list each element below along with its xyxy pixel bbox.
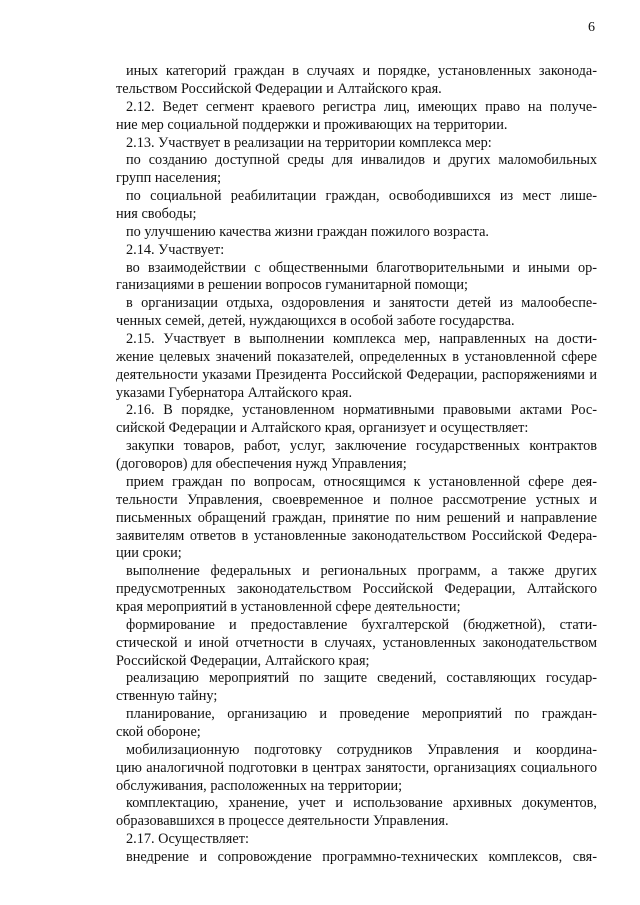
text-line: ганизациями в решении вопросов гуманитарной помощи; — [116, 277, 468, 294]
text-line: групп населения; — [116, 170, 222, 187]
text-line: тельности Управления, своевременное и полное рассмотрение устных и — [116, 491, 597, 508]
text-line: (договоров) для обеспечения нужд Управления; — [116, 456, 407, 472]
text-line: заявителям ответов в установленные законодательством Российской Федера- — [116, 527, 597, 544]
text-line: ния свободы; — [116, 205, 197, 222]
text-line: прием граждан по вопросам, относящимся к установленной сфере дея- — [126, 473, 597, 490]
text-line: во взаимодействии с общественными благотворительными и иными ор- — [126, 259, 597, 276]
text-line: 2.14. Участвует: — [126, 241, 225, 258]
text-line: по созданию доступной среды для инвалидов и других маломобильных — [126, 152, 597, 169]
text-line: ственную тайну; — [116, 688, 218, 705]
text-line: по улучшению качества жизни граждан пожилого возраста. — [126, 223, 489, 240]
text-line: в организации отдыха, оздоровления и занятости детей из малообеспе- — [126, 295, 597, 312]
text-line: 2.17. Осуществляет: — [126, 831, 249, 848]
text-line: Российской Федерации, Алтайского края; — [116, 652, 370, 669]
text-line: ции сроки; — [116, 545, 182, 562]
text-line: по социальной реабилитации граждан, освободившихся из мест лише- — [126, 188, 597, 204]
text-line: стической и иной отчетности в случаях, установленных законодательством — [116, 634, 597, 651]
text-line: закупки товаров, работ, услуг, заключение государственных контрактов — [126, 438, 597, 455]
text-line: внедрение и сопровождение программно-технических комплексов, свя- — [126, 849, 597, 865]
text-line: ской обороне; — [116, 724, 201, 740]
text-line: реализацию мероприятий по защите сведений, составляющих государ- — [126, 670, 597, 687]
text-line: 2.12. Ведет сегмент краевого регистра лиц, имеющих право на получе- — [126, 98, 597, 115]
text-line: деятельности указами Президента Российской Федерации, распоряжениями и — [116, 366, 597, 383]
text-line: указами Губернатора Алтайского края. — [116, 384, 353, 401]
text-line: ченных семей, детей, нуждающихся в особой заботе государства. — [116, 313, 515, 330]
text-line: образовавшихся в процессе деятельности Управления. — [116, 813, 449, 830]
text-line: комплектацию, хранение, учет и использование архивных документов, — [126, 795, 597, 812]
text-line: выполнение федеральных и региональных программ, а также других — [126, 563, 597, 580]
text-line: обслуживания, расположенных на территории; — [116, 777, 403, 794]
text-line: мобилизационную подготовку сотрудников Управления и координа- — [126, 741, 597, 758]
text-line: жение целевых значений показателей, определенных в установленной сфере — [116, 348, 597, 365]
text-line: формирование и предоставление бухгалтерской (бюджетной), стати- — [126, 616, 597, 633]
text-line: 2.13. Участвует в реализации на территории комплекса мер: — [126, 134, 492, 151]
text-line: края мероприятий в установленной сфере деятельности; — [116, 598, 461, 615]
text-line: ние мер социальной поддержки и проживающих на территории. — [116, 116, 508, 133]
text-line: цию аналогичной подготовки в центрах занятости, организациях социального — [116, 759, 597, 776]
text-line: планирование, организацию и проведение мероприятий по граждан- — [126, 706, 597, 723]
text-line: 2.16. В порядке, установленном нормативными правовыми актами Рос- — [126, 402, 597, 419]
text-line: 2.15. Участвует в выполнении комплекса мер, направленных на дости- — [126, 331, 597, 347]
text-line: сийской Федерации и Алтайского края, организует и осуществляет: — [116, 420, 529, 437]
text-line: тельством Российской Федерации и Алтайского края. — [116, 80, 442, 97]
text-line: письменных обращений граждан, принятие по ним решений и направление — [116, 509, 597, 526]
text-line: иных категорий граждан в случаях и порядке, установленных законода- — [126, 63, 597, 79]
text-line: предусмотренных законодательством Российской Федерации, Алтайского — [116, 581, 597, 597]
page-number: 6 — [588, 20, 595, 35]
